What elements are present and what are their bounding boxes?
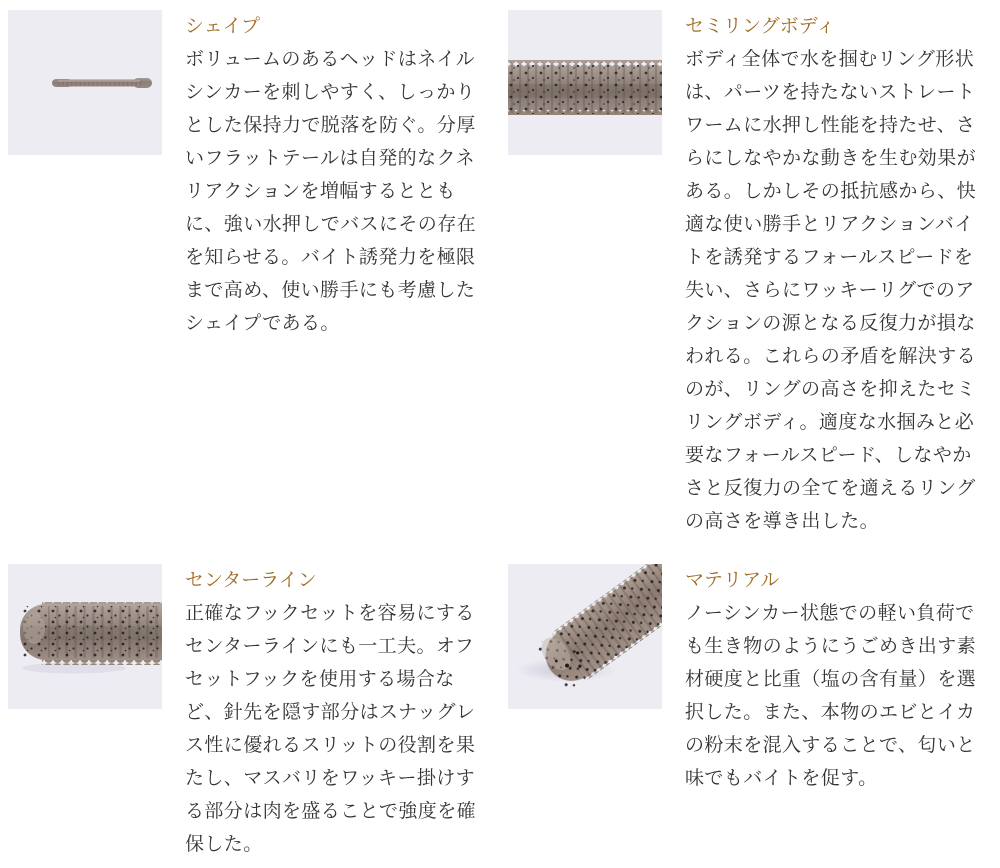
feature-heading-shape: シェイプ [185,15,261,37]
straight-worm-image [8,10,162,155]
feature-text-center-line [185,564,485,861]
feature-text-material [685,564,985,795]
worm-tip-angled-image [508,564,662,709]
feature-semi-ring-body [508,10,1000,538]
photo-center-line [8,564,162,709]
feature-heading-center-line: センターライン [185,569,317,591]
photo-semi-ring-body [508,10,662,155]
feature-text-shape [185,10,485,340]
feature-shape [8,10,500,538]
worm-head-closeup-image [8,564,162,709]
feature-body-semi-ring-body: ボディ全体で水を掴むリング形状は、パーツを持たないストレートワームに水押し性能を持たせ、さらにしなやかな動きを生む効果がある。しかしその抵抗感から、快適な使い勝手とリアクションバイトを誘発するフォールスピードを失い、さらにワッキーリグでのアクションの源となる反復力が損なわれる。これらの矛盾を解決するのが、リングの高さを抑えたセミリングボディ。適度な水掴みと必要なフォールスピード、しなやかさと反復力の全てを適えるリングの高さを導き出した。 [685,48,977,532]
feature-material [508,564,1000,861]
photo-material [508,564,662,709]
feature-body-material: ノーシンカー状態での軽い負荷でも生き物のようにうごめき出す素材硬度と比重（塩の含有量）を選択した。また、本物のエビとイカの粉末を混入することで、匂いと味でもバイトを促す。 [685,602,977,789]
ring-body-closeup-image [508,10,662,155]
feature-body-shape: ボリュームのあるヘッドはネイルシンカーを刺しやすく、しっかりとした保持力で脱落を防ぐ。分厚いフラットテールは自発的なクネリアクションを増幅するとともに、強い水押しでバスにその存在を知らせる。バイト誘発力を極限まで高め、使い勝手にも考慮したシェイプである。 [185,48,477,334]
feature-heading-semi-ring-body: セミリングボディ [685,15,836,37]
feature-center-line [8,564,500,861]
photo-shape [8,10,162,155]
feature-text-semi-ring-body [685,10,985,538]
feature-body-center-line: 正確なフックセットを容易にするセンターラインにも一工夫。オフセットフックを使用する場合など、針先を隠す部分はスナッグレス性に優れるスリットの役割を果たし、マスバリをワッキー掛けする部分は肉を盛ることで強度を確保した。 [185,602,477,855]
features-grid [8,10,992,861]
feature-heading-material: マテリアル [685,569,780,591]
